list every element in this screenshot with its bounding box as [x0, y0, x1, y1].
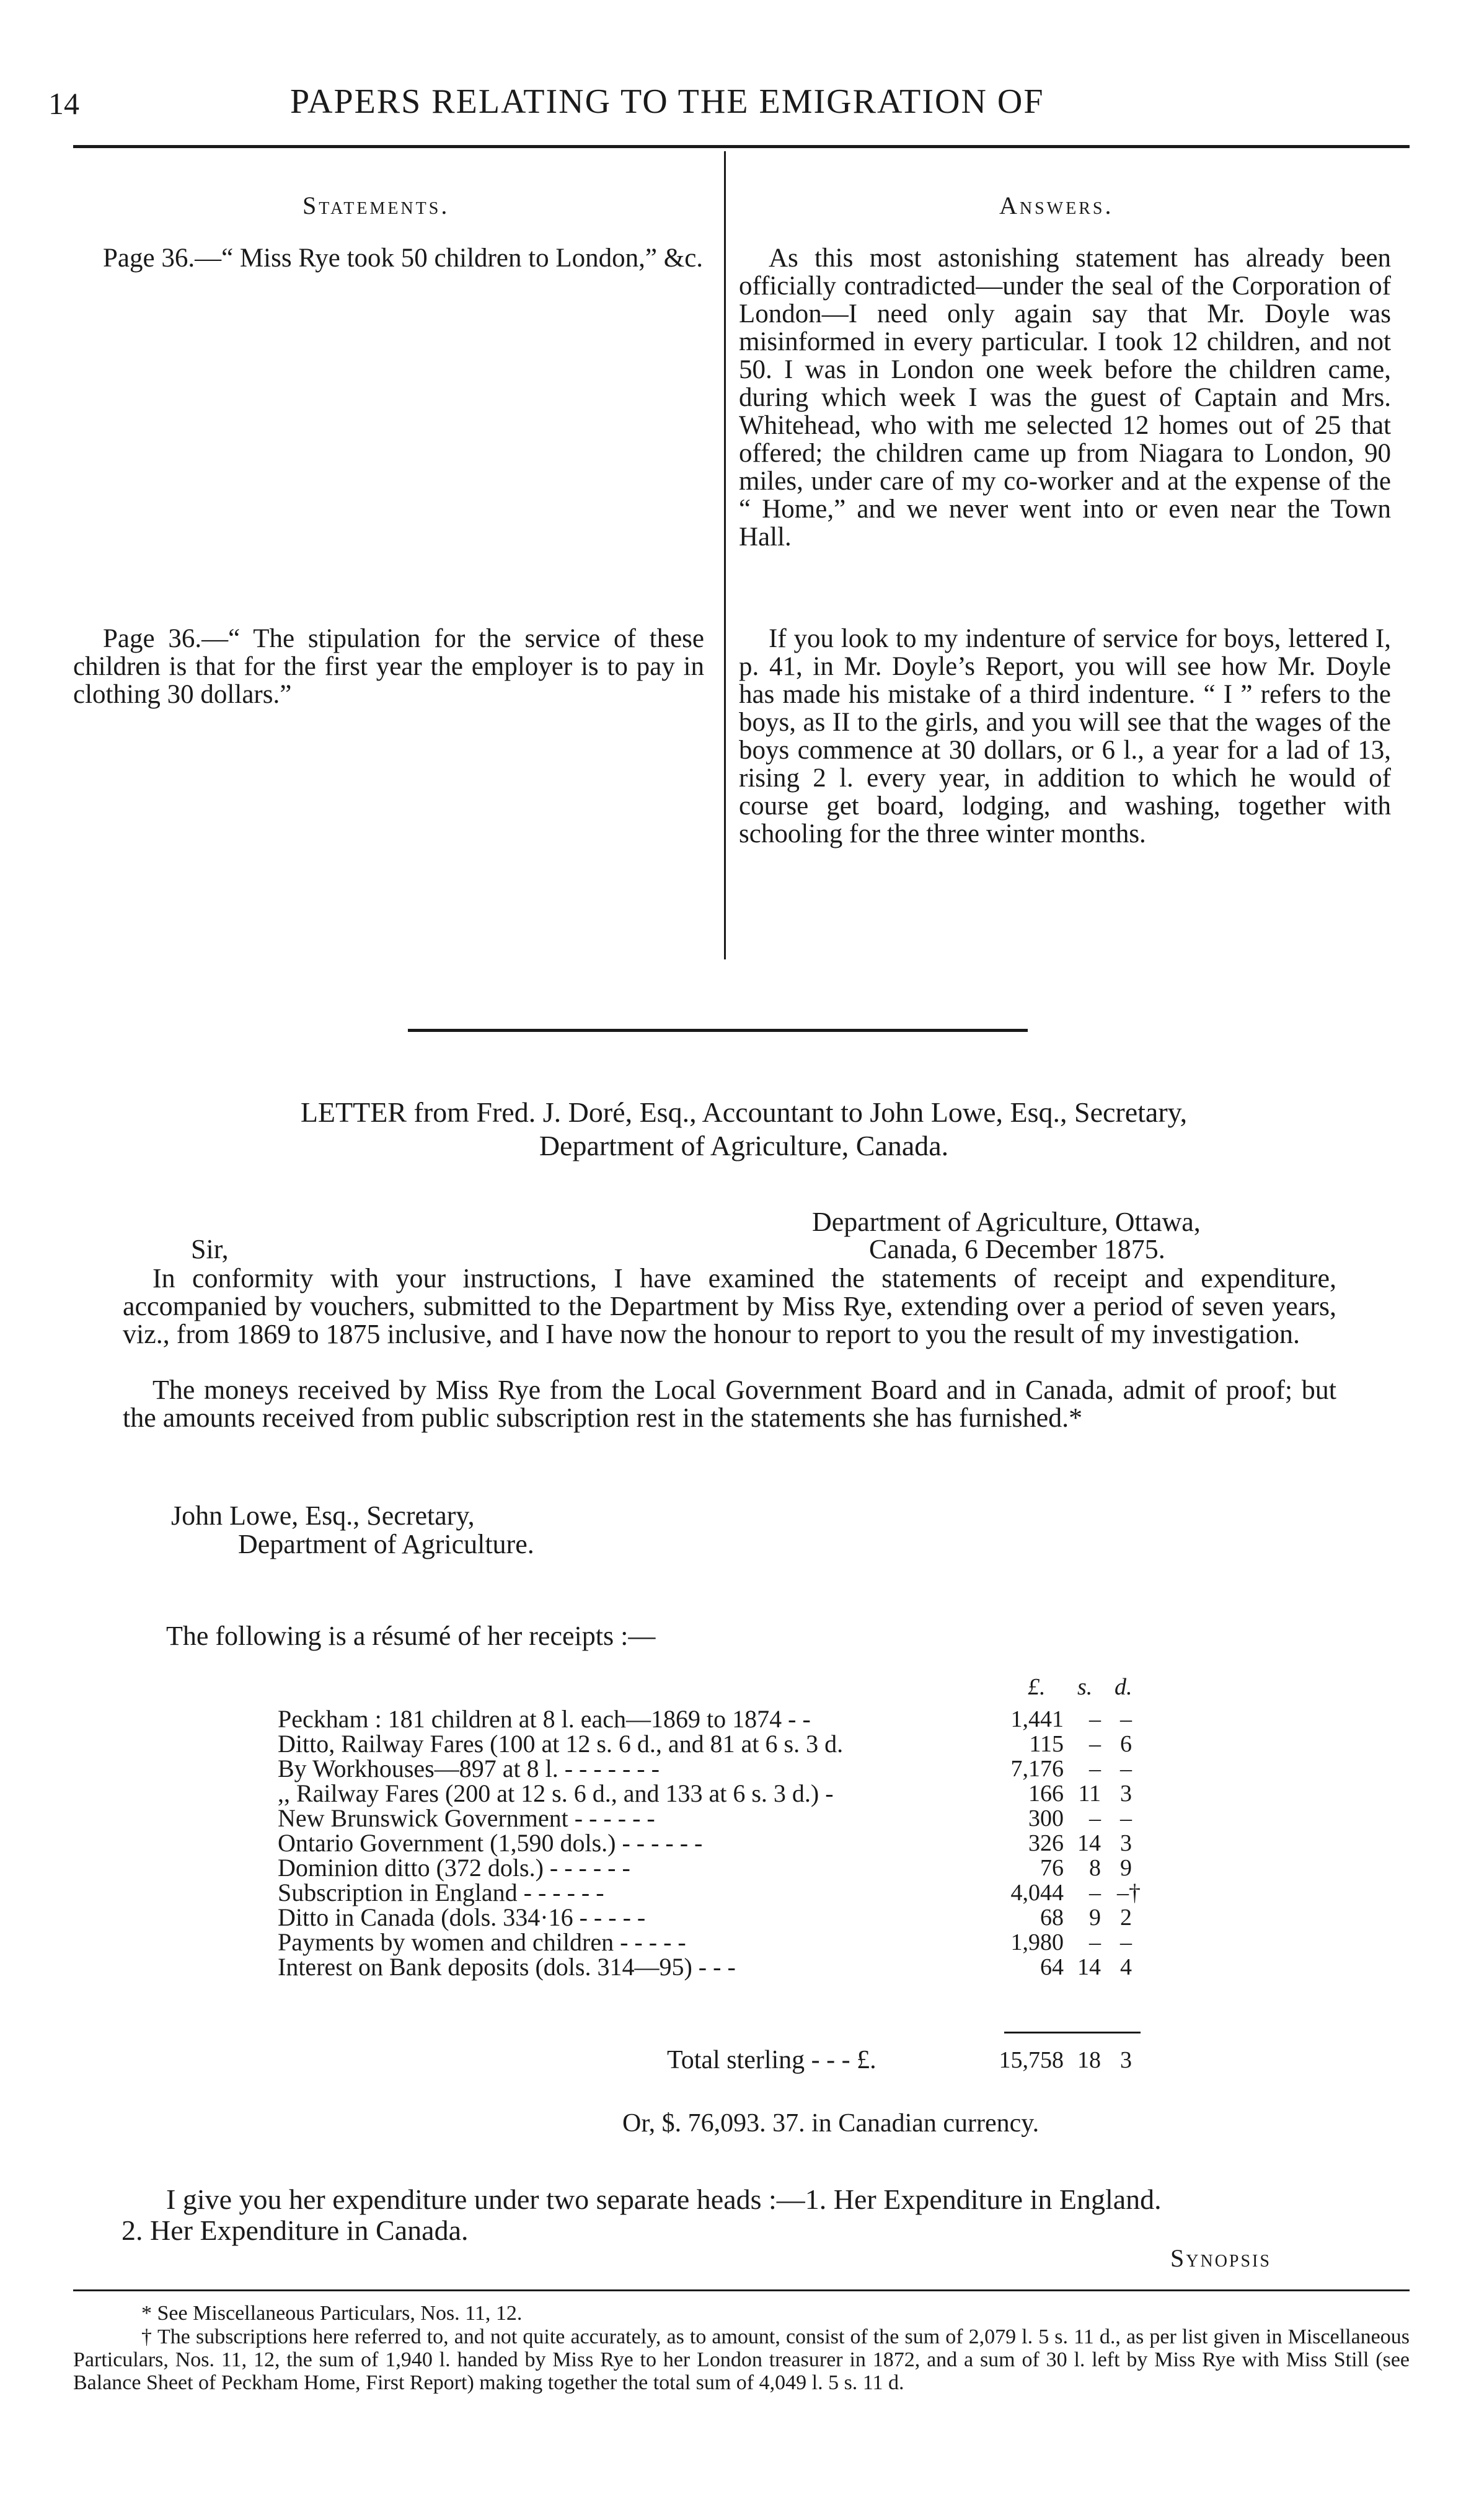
receipt-row-pounds: 326	[1028, 1830, 1064, 1856]
receipt-row-label: Subscription in England - - - - - -	[278, 1879, 604, 1906]
answers-heading: Answers.	[999, 192, 1114, 219]
footnote-2: † The subscriptions here referred to, and not quite accurately, as to amount, consist of the sum of 2,079 l. 5 s. 11 d., as per list given in Miscellaneous Particulars, Nos. 11, 12, the sum of 1,940 l. handed by Miss Rye to her London treasurer in 1872, and a sum of 30 l. left by Miss Rye with Miss Still (see Balance Sheet of Peckham Home, First Report) making together the total sum of 4,049 l. 5 s. 11 d.	[73, 2325, 1410, 2394]
letter-title-line-2: Department of Agriculture, Canada.	[539, 1130, 949, 1161]
answer-1: As this most astonishing statement has already been officially contradicted—under the seal of the Corporation of London—I need only again say that Mr. Doyle was misinformed in every particular. I took 12 children, and not 50. I was in London one week before the children came, during which week I was the guest of Captain and Mrs. Whitehead, who with me selected 12 homes out of 25 that offered; the children came up from Niagara to London, 90 miles, under care of my co-worker and at the expense of the “ Home,” and we never went into or even near the Town Hall.	[739, 244, 1391, 552]
addressee-line-2: Department of Agriculture.	[238, 1529, 534, 1559]
receipt-row-label: Interest on Bank deposits (dols. 314—95) - - -	[278, 1953, 736, 1981]
receipt-row-pence: 4	[1120, 1954, 1132, 1980]
col-pence-header: d.	[1115, 1674, 1132, 1700]
receipt-row-shillings: –	[1089, 1756, 1101, 1782]
total-pounds: 15,758	[999, 2047, 1064, 2073]
receipt-row-pounds: 300	[1028, 1805, 1064, 1831]
receipt-row-pence: 3	[1120, 1830, 1132, 1856]
total-shillings: 18	[1077, 2047, 1101, 2073]
addressee-line-1: John Lowe, Esq., Secretary,	[171, 1500, 475, 1531]
receipt-row-pounds: 68	[1040, 1905, 1064, 1931]
header-rule	[73, 145, 1410, 148]
receipt-row-pence: 3	[1120, 1781, 1132, 1807]
catchword: Synopsis	[1170, 2244, 1271, 2272]
receipt-row-label: ,, Railway Fares (200 at 12 s. 6 d., and 133 at 6 s. 3 d.) -	[278, 1779, 834, 1807]
letter-salutation: Sir,	[191, 1234, 229, 1264]
letter-place-line-2: Canada, 6 December 1875.	[869, 1234, 1165, 1264]
receipt-row-shillings: 14	[1077, 1830, 1101, 1856]
receipt-row-shillings: –	[1089, 1706, 1101, 1732]
total-rule	[1004, 2032, 1141, 2033]
col-shillings-header: s.	[1077, 1674, 1093, 1700]
letter-place-line-1: Department of Agriculture, Ottawa,	[812, 1207, 1201, 1237]
currency-note: Or, $. 76,093. 37. in Canadian currency.	[622, 2109, 1040, 2138]
statements-heading: Statements.	[302, 192, 450, 219]
receipt-row-pounds: 166	[1028, 1781, 1064, 1807]
page-number: 14	[48, 86, 79, 121]
receipt-row-pence: –	[1120, 1706, 1132, 1732]
answer-2: If you look to my indenture of service for boys, lettered I, p. 41, in Mr. Doyle’s Report, you will see how Mr. Doyle has made his mistake of a third indenture. “ I ” refers to the boys, as II to the girls, and you will see that the wages of the boys commence at 30 dollars, or 6 l., a year for a lad of 13, rising 2 l. every year, in addition to which he would of course get board, lodging, and washing, together with schooling for the three winter months.	[739, 624, 1391, 848]
section-rule	[408, 1029, 1028, 1032]
receipt-row-shillings: 9	[1089, 1905, 1101, 1931]
receipt-row-pence: –	[1120, 1756, 1132, 1782]
receipt-row-pence: 9	[1120, 1855, 1132, 1881]
statement-1: Page 36.—“ Miss Rye took 50 children to London,” &c.	[103, 244, 704, 273]
col-pounds-header: £.	[1028, 1674, 1046, 1700]
column-divider	[724, 151, 726, 959]
receipt-row-label: Dominion ditto (372 dols.) - - - - - -	[278, 1854, 630, 1882]
receipt-row-label: Ontario Government (1,590 dols.) - - - - - -	[278, 1829, 703, 1857]
receipt-row-shillings: 14	[1077, 1954, 1101, 1980]
receipt-row-label: Peckham : 181 children at 8 l. each—1869 to 1874 - -	[278, 1705, 811, 1733]
receipt-row-pence: 6	[1120, 1731, 1132, 1757]
receipt-row-pence: –	[1120, 1929, 1132, 1955]
receipt-row-label: Ditto, Railway Fares (100 at 12 s. 6 d., and 81 at 6 s. 3 d.	[278, 1730, 844, 1758]
total-pence: 3	[1120, 2047, 1132, 2073]
letter-title-line-1: LETTER from Fred. J. Doré, Esq., Accountant to John Lowe, Esq., Secretary,	[300, 1096, 1188, 1128]
total-label: Total sterling - - - £.	[667, 2046, 876, 2074]
footnote-rule	[73, 2289, 1410, 2291]
letter-title	[124, 1096, 1364, 1163]
receipt-row-pounds: 1,441	[1010, 1706, 1064, 1732]
letter-paragraph-2: The moneys received by Miss Rye from the Local Government Board and in Canada, admit of proof; but the amounts received from public subscription rest in the statements she has furnished.*	[123, 1375, 1336, 1433]
receipt-row-label: By Workhouses—897 at 8 l. - - - - - - -	[278, 1755, 660, 1782]
receipt-row-pence: –†	[1117, 1880, 1141, 1906]
receipt-row-shillings: 11	[1078, 1781, 1101, 1807]
letter-paragraph-1: In conformity with your instructions, I have examined the statements of receipt and expenditure, accompanied by vouchers, submitted to the Department by Miss Rye, extending over a period of seven years, viz., from 1869 to 1875 inclusive, and I have now the honour to report to you the result of my investigation.	[123, 1263, 1336, 1349]
footnote-1: * See Miscellaneous Particulars, Nos. 11, 12.	[141, 2302, 523, 2325]
receipt-row-shillings: –	[1089, 1880, 1101, 1906]
receipt-row-pounds: 1,980	[1010, 1929, 1064, 1955]
statement-2: Page 36.—“ The stipulation for the service of these children is that for the first year the employer is to pay in clothing 30 dollars.”	[73, 624, 704, 709]
receipt-row-pounds: 76	[1040, 1855, 1064, 1881]
receipt-row-label: New Brunswick Government - - - - - -	[278, 1804, 655, 1832]
receipt-row-pounds: 7,176	[1010, 1756, 1064, 1782]
receipt-row-shillings: –	[1089, 1929, 1101, 1955]
receipt-row-shillings: –	[1089, 1731, 1101, 1757]
receipt-row-pence: –	[1120, 1805, 1132, 1831]
closing-line-1: I give you her expenditure under two separate heads :—1. Her Expenditure in England.	[166, 2183, 1162, 2215]
receipt-row-label: Payments by women and children - - - - -	[278, 1928, 686, 1956]
receipt-row-pounds: 4,044	[1010, 1880, 1064, 1906]
running-title: PAPERS RELATING TO THE EMIGRATION OF	[290, 82, 1044, 121]
receipt-row-shillings: 8	[1089, 1855, 1101, 1881]
receipt-row-label: Ditto in Canada (dols. 334·16 - - - - -	[278, 1903, 646, 1931]
closing-line-2: 2. Her Expenditure in Canada.	[121, 2214, 469, 2246]
receipt-row-pounds: 64	[1040, 1954, 1064, 1980]
resume-intro: The following is a résumé of her receipts :—	[166, 1621, 656, 1651]
receipt-row-pence: 2	[1120, 1905, 1132, 1931]
receipt-row-shillings: –	[1089, 1805, 1101, 1831]
receipt-row-pounds: 115	[1029, 1731, 1064, 1757]
